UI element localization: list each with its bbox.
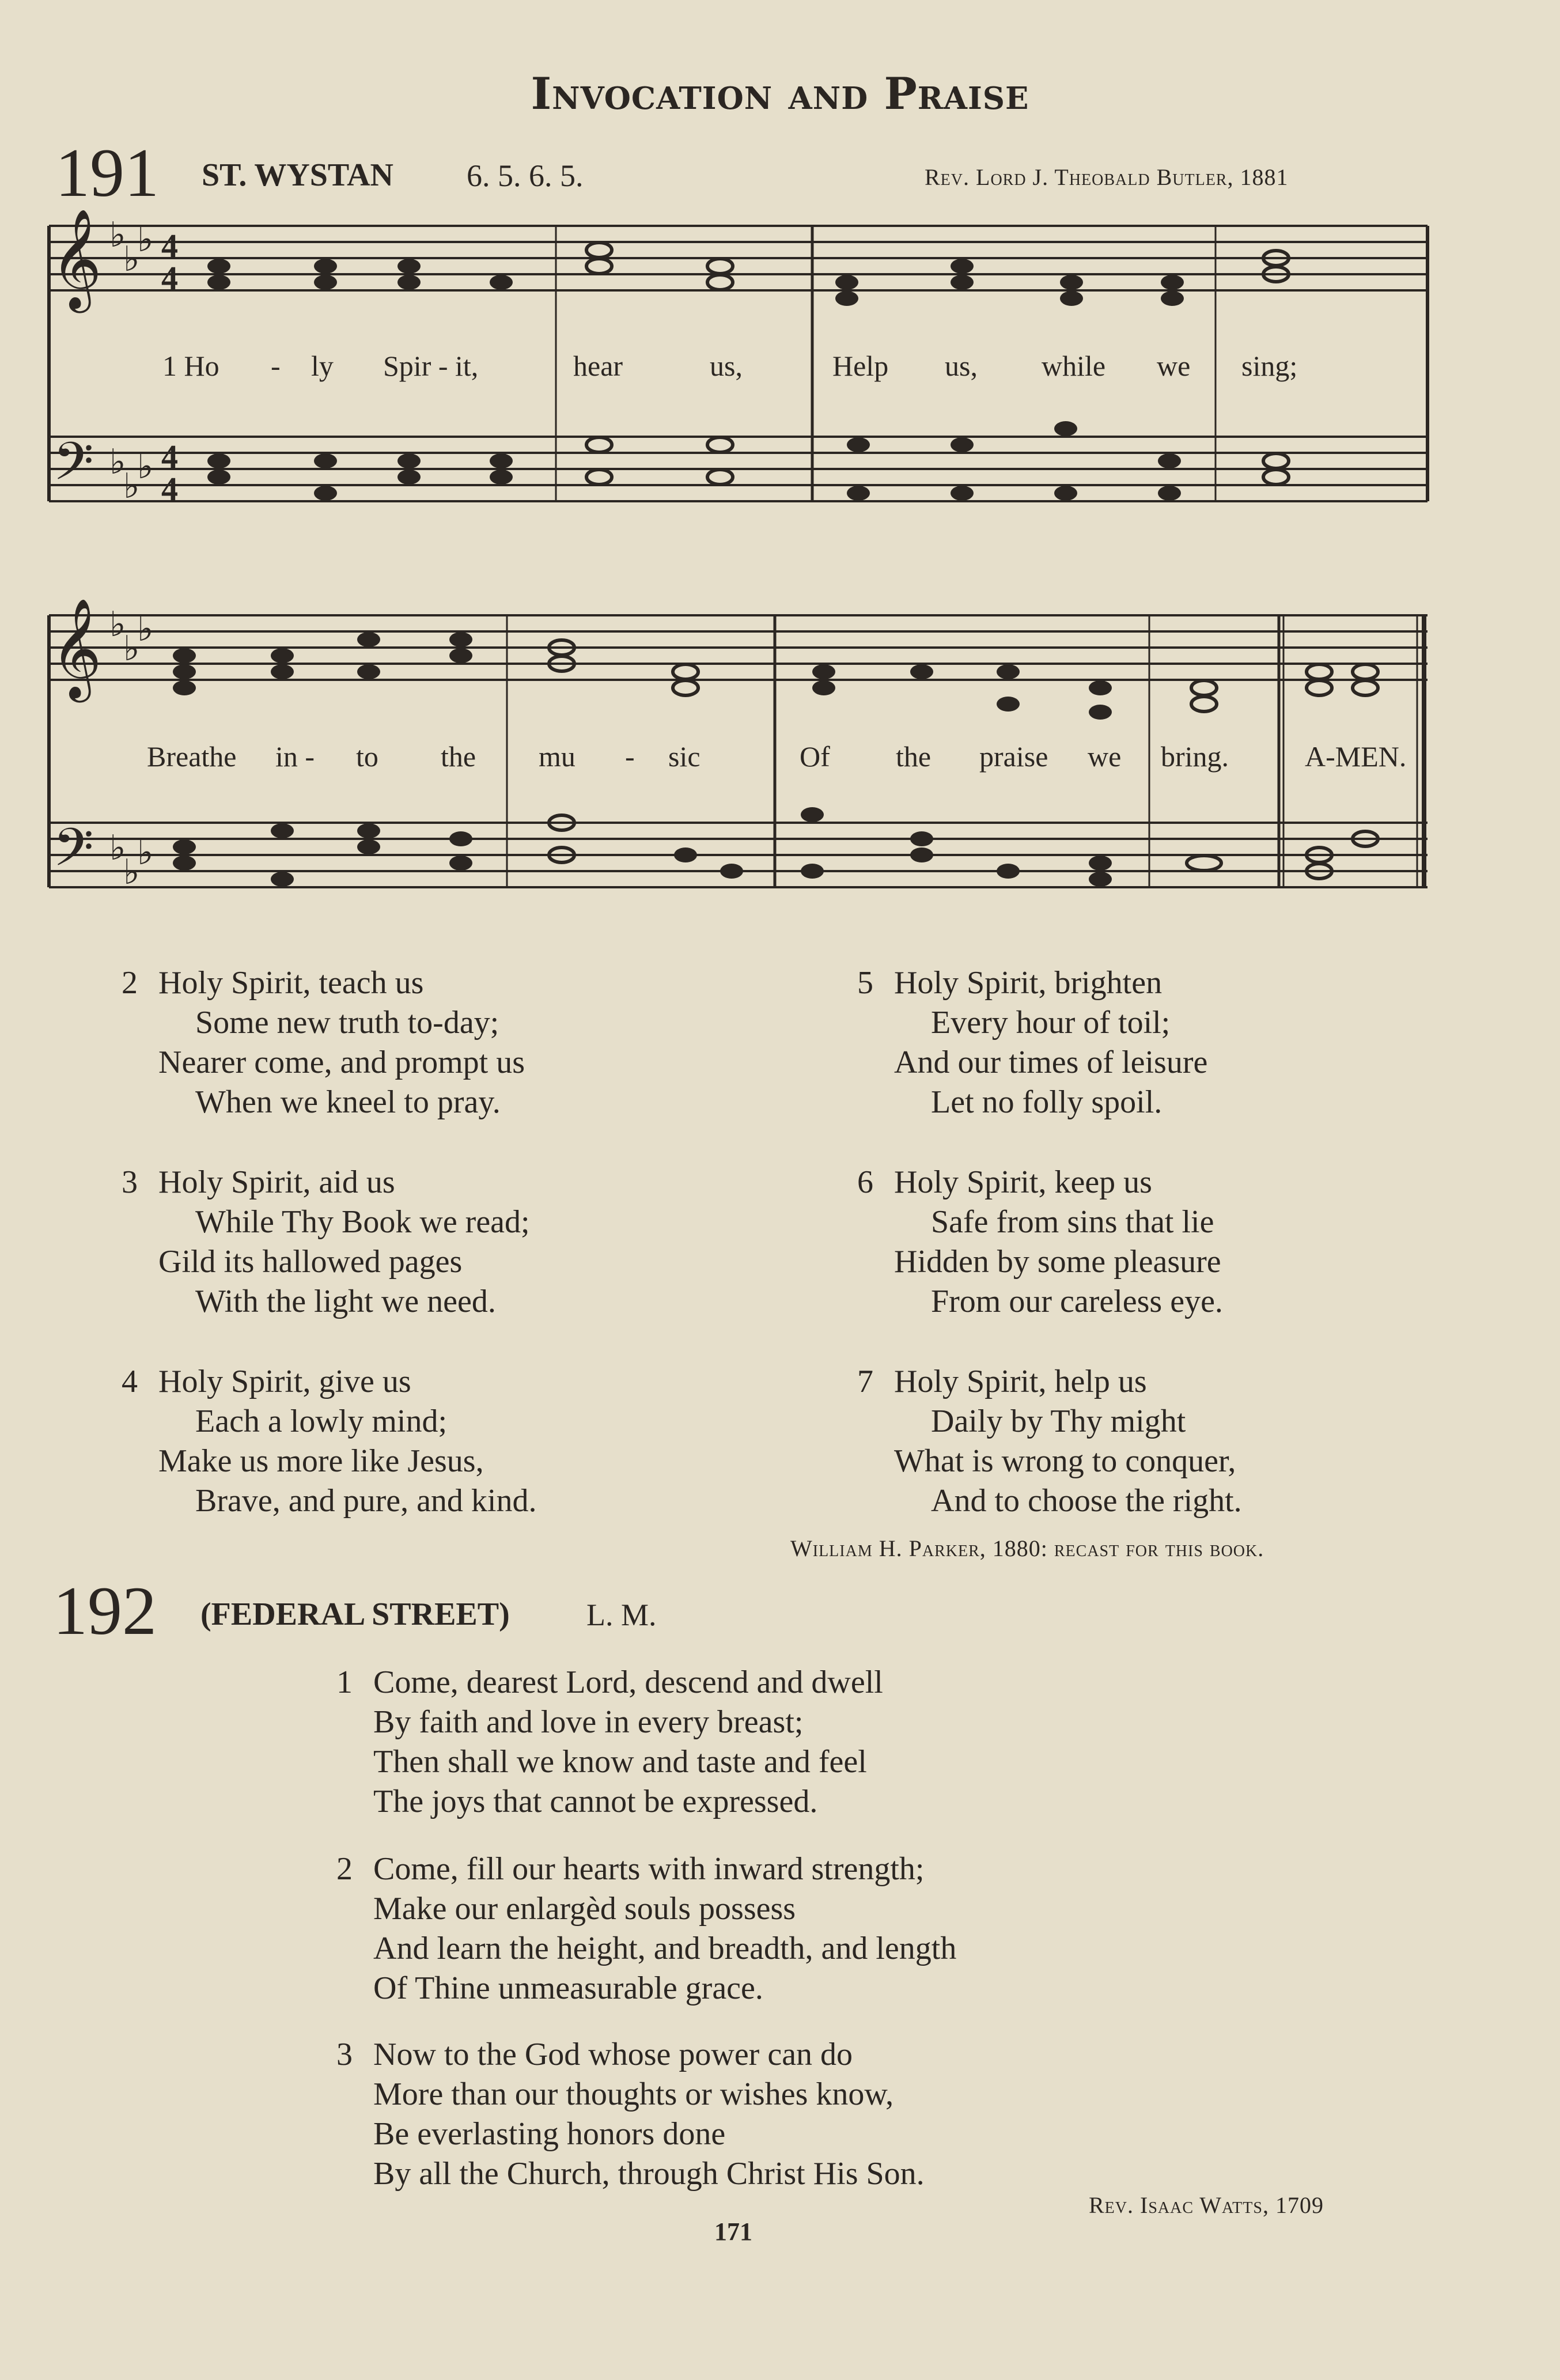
stanza-line: From our careless eye.	[931, 1284, 1223, 1319]
stanza-line: Gild its hallowed pages	[158, 1244, 463, 1280]
svg-text:♭: ♭	[137, 609, 154, 649]
svg-text:♭: ♭	[137, 220, 154, 260]
stanza-number: 3	[336, 2037, 353, 2072]
stanza-line: Brave, and pure, and kind.	[195, 1483, 537, 1519]
section-heading: Invocation and Praise	[531, 68, 1029, 119]
stanza-line: Holy Spirit, aid us	[158, 1164, 395, 1200]
stanza-line: By faith and love in every breast;	[373, 1704, 804, 1740]
stanza-number: 2	[122, 965, 138, 1001]
lyric-syllable: to	[356, 740, 378, 773]
svg-text:4: 4	[161, 259, 178, 297]
stanza-line: And learn the height, and breadth, and length	[373, 1931, 957, 1966]
stanza-line: Some new truth to-day;	[195, 1005, 499, 1040]
stanza-line: Holy Spirit, keep us	[894, 1164, 1152, 1200]
bass-clef-icon: 𝄢	[53, 431, 94, 505]
bass-clef-icon: 𝄢	[53, 817, 94, 891]
svg-text:♭: ♭	[123, 239, 140, 279]
lyric-syllable: Spir - it,	[383, 350, 479, 382]
lyric-syllable: mu	[539, 740, 575, 773]
system2-treble-staff	[49, 615, 1428, 680]
lyric-syllable: in -	[275, 740, 315, 773]
stanza-line: Holy Spirit, teach us	[158, 965, 424, 1001]
lyric-syllable: we	[1157, 350, 1191, 382]
svg-text:♭: ♭	[137, 447, 154, 487]
lyric-syllable: ly	[311, 350, 334, 382]
stanza-number: 1	[336, 1664, 353, 1700]
svg-text:♭: ♭	[109, 604, 126, 645]
hymn-192-text-credit: Rev. Isaac Watts, 1709	[1089, 2192, 1324, 2218]
lyric-syllable: praise	[979, 740, 1048, 773]
stanza-line: Make us more like Jesus,	[158, 1443, 484, 1479]
key-signature-flats	[109, 215, 153, 892]
lyric-syllable: sing;	[1241, 350, 1298, 382]
hymn-192-tune-name: (FEDERAL STREET)	[200, 1596, 510, 1632]
stanza-number: 2	[336, 1851, 353, 1887]
stanza-line: Every hour of toil;	[931, 1005, 1171, 1040]
stanza-3	[336, 2035, 925, 2194]
lyric-syllable: 1 Ho	[162, 350, 219, 382]
lyric-syllable: Breathe	[147, 740, 237, 773]
stanza-5	[857, 963, 1208, 1122]
lyric-syllable: us,	[945, 350, 978, 382]
svg-text:♭: ♭	[109, 215, 126, 255]
lyric-syllable: hear	[573, 350, 623, 382]
page-number: 171	[714, 2218, 752, 2246]
stanza-6	[857, 1163, 1223, 1322]
stanza-line: Now to the God whose power can do	[373, 2037, 853, 2072]
lyric-syllable: -	[625, 740, 635, 773]
stanza-4	[122, 1362, 537, 1521]
lyric-syllable: while	[1042, 350, 1106, 382]
stanza-line: Be everlasting honors done	[373, 2116, 726, 2152]
system2-bass-staff	[49, 823, 1428, 887]
stanza-line: When we kneel to pray.	[195, 1084, 501, 1120]
stanza-1	[336, 1663, 883, 1822]
stanza-2	[122, 963, 525, 1122]
stanza-line: Of Thine unmeasurable grace.	[373, 1970, 763, 2006]
lyric-syllable: Help	[832, 350, 889, 382]
stanza-line: Let no folly spoil.	[931, 1084, 1163, 1120]
svg-text:♭: ♭	[137, 833, 154, 873]
treble-clef-icon: 𝄞	[51, 598, 102, 698]
stanza-number: 7	[857, 1364, 873, 1399]
stanza-line: Come, dearest Lord, descend and dwell	[373, 1664, 883, 1700]
lyric-syllable: Of	[800, 740, 830, 773]
lyric-syllable: -	[271, 350, 281, 382]
hymn-191-meter: 6. 5. 6. 5.	[467, 158, 584, 193]
stanza-line: Holy Spirit, help us	[894, 1364, 1147, 1399]
lyric-syllable: we	[1088, 740, 1122, 773]
stanza-line: The joys that cannot be expressed.	[373, 1784, 818, 1819]
svg-text:4: 4	[161, 438, 178, 475]
stanza-line: Come, fill our hearts with inward strength;	[373, 1851, 925, 1887]
stanza-line: By all the Church, through Christ His Son.	[373, 2156, 925, 2192]
lyric-syllable: the	[896, 740, 932, 773]
lyric-syllable: bring.	[1161, 740, 1229, 773]
stanza-number: 4	[122, 1364, 138, 1399]
stanza-line: Then shall we know and taste and feel	[373, 1744, 867, 1780]
stanza-line: Nearer come, and prompt us	[158, 1045, 525, 1080]
lyric-syllable: the	[441, 740, 476, 773]
hymn-191-tune-name: ST. WYSTAN	[202, 157, 393, 193]
stanza-number: 6	[857, 1164, 873, 1200]
stanza-number: 3	[122, 1164, 138, 1200]
svg-text:♭: ♭	[123, 466, 140, 506]
stanza-line: What is wrong to conquer,	[894, 1443, 1236, 1479]
hymn-192-number: 192	[53, 1572, 157, 1649]
stanza-line: While Thy Book we read;	[195, 1204, 530, 1240]
stanza-7	[857, 1362, 1242, 1521]
stanza-line: Each a lowly mind;	[195, 1403, 448, 1439]
stanza-line: Hidden by some pleasure	[894, 1244, 1221, 1280]
stanza-2	[336, 1849, 957, 2008]
svg-text:♭: ♭	[123, 852, 140, 892]
system1-bass-staff	[49, 437, 1428, 501]
hymn-191-composer: Rev. Lord J. Theobald Butler, 1881	[925, 164, 1289, 190]
system1-treble-staff	[49, 226, 1428, 290]
treble-clef-icon: 𝄞	[51, 209, 102, 309]
lyric-syllable: us,	[710, 350, 743, 382]
lyric-syllable: A-MEN.	[1305, 740, 1407, 773]
stanza-line: Holy Spirit, give us	[158, 1364, 411, 1399]
stanza-line: And our times of leisure	[894, 1045, 1208, 1080]
stanza-line: Daily by Thy might	[931, 1403, 1186, 1439]
svg-text:4: 4	[161, 470, 178, 508]
svg-text:♭: ♭	[109, 828, 126, 868]
music-score	[0, 0, 1560, 956]
stanza-number: 5	[857, 965, 873, 1001]
lyric-syllable: sic	[668, 740, 701, 773]
hymn-192-meter: L. M.	[586, 1598, 657, 1632]
stanza-line: And to choose the right.	[931, 1483, 1242, 1519]
stanza-line: Safe from sins that lie	[931, 1204, 1214, 1240]
svg-text:♭: ♭	[123, 629, 140, 669]
svg-text:♭: ♭	[109, 442, 126, 482]
system1-bass-notes	[207, 421, 1289, 501]
stanza-3	[122, 1163, 530, 1322]
stanza-line: More than our thoughts or wishes know,	[373, 2076, 894, 2112]
stanza-line: With the light we need.	[195, 1284, 496, 1319]
svg-text:4: 4	[161, 227, 178, 264]
hymn-191-text-credit: William H. Parker, 1880: recast for this book.	[790, 1535, 1264, 1561]
hymn-191-number: 191	[55, 134, 159, 211]
stanza-line: Holy Spirit, brighten	[894, 965, 1163, 1001]
stanza-line: Make our enlargèd souls possess	[373, 1891, 796, 1927]
